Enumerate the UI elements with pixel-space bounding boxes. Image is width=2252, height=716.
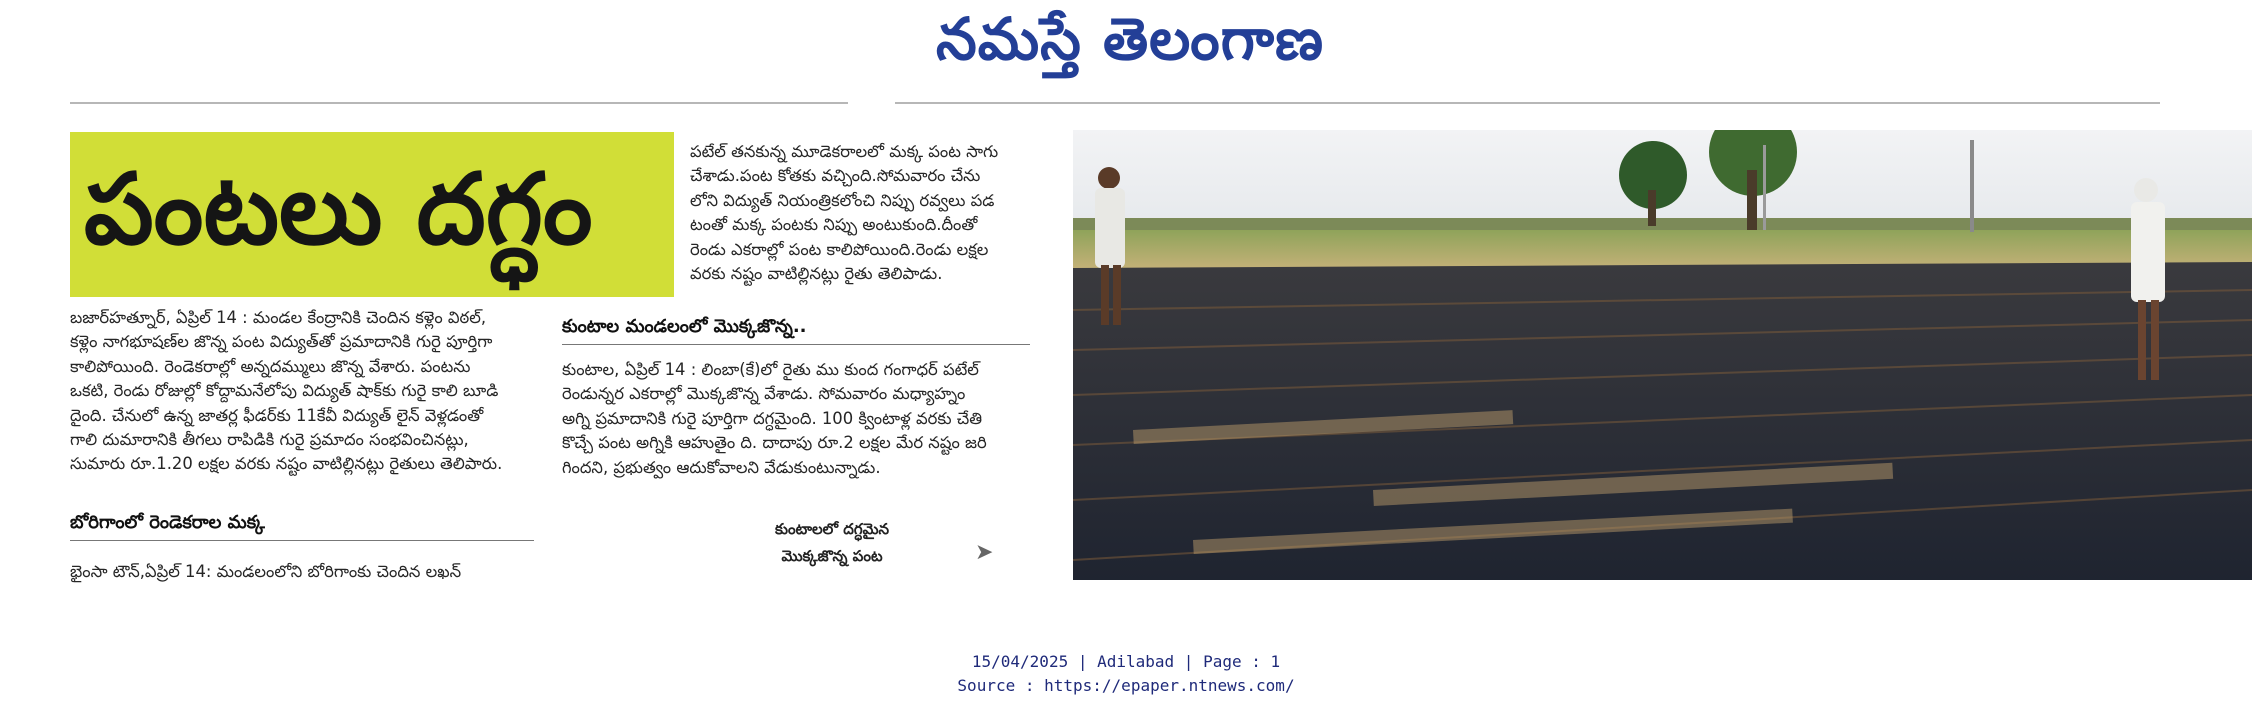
caption-arrow-icon: ➤: [975, 540, 994, 565]
story2-cont-line: లోని విద్యుత్ నియంత్రికలోంచి నిప్పు రవ్వలు పడ: [690, 190, 995, 210]
photo-caption: [762, 516, 902, 570]
story1-line: బజార్‌హత్నూర్, ఏప్రిల్ 14 : మండల కేంద్రానికి చెందిన కళ్లెం విఠల్,: [70, 308, 487, 327]
story2-cont-line: టంతో మక్క పంటకు నిప్పు అంటుకుంది.దీంతో: [690, 215, 978, 235]
headline-block: [70, 132, 674, 297]
story3-line: గిందని, ప్రభుత్వం ఆదుకోవాలని వేడుకుంటున్నాడు.: [562, 457, 881, 477]
story2-line: భైంసా టౌన్,ఏప్రిల్ 14: మండలంలోని బోరిగాంకు చెందిన లఖన్: [70, 562, 462, 581]
story3-line: రెండున్నర ఎకరాల్లో మొక్కజొన్న వేశాడు. సోమవారం మధ్యాహ్నం: [562, 384, 966, 404]
story2-subhead: బోరిగాంలో రెండెకరాల మక్క: [70, 512, 265, 533]
story3-line: కొచ్చే పంట అగ్నికి ఆహుతైం ది. దాదాపు రూ.2 లక్షల మేర నష్టం జరి: [562, 433, 987, 453]
story3-subhead-rule: [562, 344, 1030, 345]
story2-subhead-rule: [70, 540, 534, 541]
story3-line: కుంటాల, ఏప్రిల్ 14 : లింబా(కే)లో రైతు ము కుంద గంగాధర్ పటేల్: [562, 360, 979, 379]
story2-continuation: [690, 140, 1030, 286]
news-photo: [1073, 130, 2252, 580]
footer-source-link[interactable]: Source : https://epaper.ntnews.com/: [957, 676, 1295, 695]
story1-body: [70, 306, 534, 477]
story2-cont-line: రెండు ఎకరాల్లో పంట కాలిపోయింది.రెండు లక్షల: [690, 239, 989, 259]
story1-line: సుమారు రూ.1.20 లక్షల వరకు నష్టం వాటిల్లినట్లు రైతులు తెలిపారు.: [70, 454, 503, 474]
story2-body: [70, 560, 534, 584]
masthead-rule-right: [895, 102, 2160, 104]
burnt-field-photo: [1073, 130, 2252, 580]
story2-cont-line: పటేల్ తనకున్న మూడెకరాలలో మక్క పంట సాగు: [690, 142, 999, 161]
story3-body: [562, 358, 1030, 480]
caption-line: కుంటాలలో దగ్ధమైన: [774, 520, 890, 538]
story1-line: ఒకటి, రెండు రోజుల్లో కోద్దామనేలోపు విద్యుత్ షాక్‌కు గురై కాలి బూడి: [70, 381, 499, 401]
story2-cont-line: వరకు నష్టం వాటిల్లినట్లు రైతు తెలిపాడు.: [690, 264, 943, 284]
story3-subhead: కుంటాల మండలంలో మొక్కజొన్న..: [562, 316, 807, 337]
story1-line: దైంది. చేనులో ఉన్న జాతర్ల ఫీడర్‌కు 11కేవీ విద్యుత్ లైన్ వెళ్లడంతో: [70, 405, 484, 425]
headline: పంటలు దగ్ధం: [84, 153, 593, 267]
story3-line: అగ్ని ప్రమాదానికి గురై పూర్తిగా దగ్ధమైంది. 100 క్వింటాళ్ల వరకు చేతి: [562, 408, 983, 428]
story1-line: కాలిపోయింది. రెండెకరాల్లో అన్నదమ్ములు జొన్న వేశారు. పంటను: [70, 356, 471, 376]
story2-cont-line: చేశాడు.పంట కోతకు వచ్చింది.సోమవారం చేను: [690, 166, 981, 186]
story1-line: గాలి దుమారానికి తీగలు రాపిడికి గురై ప్రమాదం సంభవించినట్లు,: [70, 430, 469, 450]
footer-dateline: 15/04/2025 | Adilabad | Page : 1: [971, 652, 1281, 671]
masthead-rule-left: [70, 102, 848, 104]
story1-line: కళ్లెం నాగభూషణ్‌ల జొన్న పంట విద్యుత్‌తో ప్రమాదానికి గురై పూర్తిగా: [70, 332, 493, 352]
caption-line: మొక్కజొన్న పంట: [781, 547, 883, 565]
masthead-logo: నమస్తే తెలంగాణ: [936, 5, 1324, 73]
